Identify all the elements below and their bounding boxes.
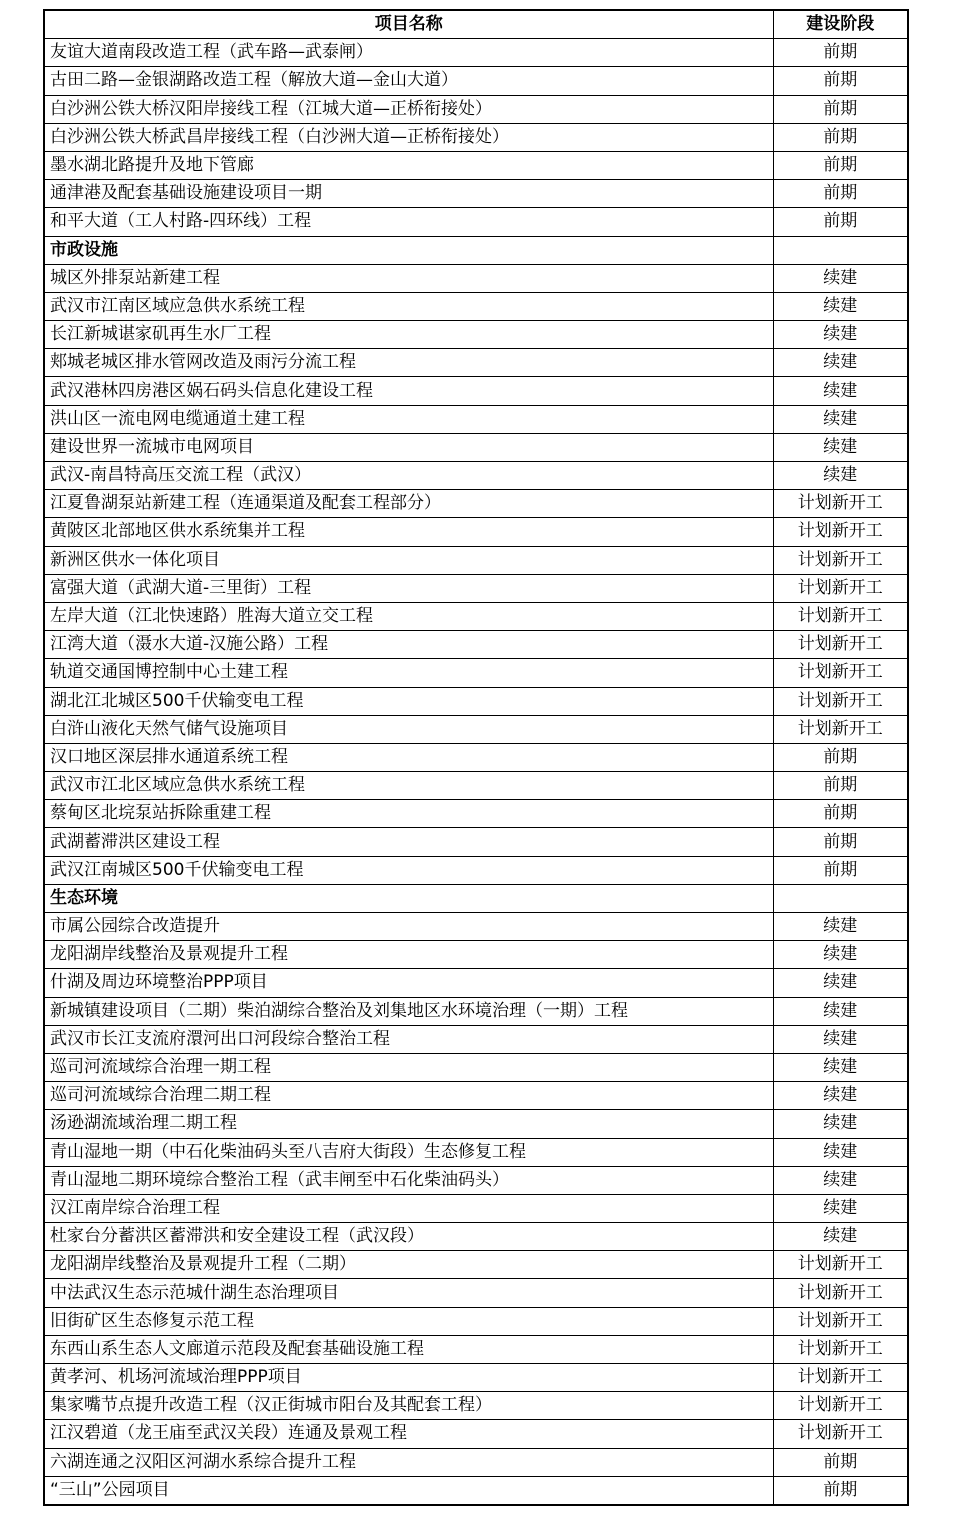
project-name-cell: 富强大道（武湖大道-三里街）工程 [44, 574, 773, 602]
project-name-cell: 巡司河流域综合治理一期工程 [44, 1053, 773, 1081]
project-name-cell: 市属公园综合改造提升 [44, 913, 773, 941]
table-row [44, 1392, 908, 1420]
project-name-cell: 什湖及周边环境整治PPP项目 [44, 969, 773, 997]
table-row [44, 1138, 908, 1166]
table-row [44, 462, 908, 490]
construction-stage-cell: 前期 [773, 151, 908, 179]
project-name-cell: 青山湿地二期环境综合整治工程（武丰闸至中石化柴油码头） [44, 1166, 773, 1194]
table-row [44, 1223, 908, 1251]
table-row [44, 772, 908, 800]
project-name-cell: 新洲区供水一体化项目 [44, 546, 773, 574]
project-name-cell: 通津港及配套基础设施建设项目一期 [44, 180, 773, 208]
construction-stage-cell: 续建 [773, 1138, 908, 1166]
section-heading: 市政设施 [44, 236, 773, 264]
construction-stage-cell: 计划新开工 [773, 602, 908, 630]
construction-stage-cell [773, 884, 908, 912]
construction-stage-cell: 计划新开工 [773, 546, 908, 574]
table-row [44, 659, 908, 687]
project-name-cell: 汉口地区深层排水通道系统工程 [44, 743, 773, 771]
table-row [44, 997, 908, 1025]
table-row [44, 941, 908, 969]
table-row [44, 687, 908, 715]
construction-stage-cell: 续建 [773, 969, 908, 997]
table-row [44, 1476, 908, 1505]
project-name-cell: 湖北江北城区500千伏输变电工程 [44, 687, 773, 715]
section-row [44, 884, 908, 912]
project-name-cell: 巡司河流域综合治理二期工程 [44, 1082, 773, 1110]
project-table [43, 9, 909, 1506]
construction-stage-cell: 前期 [773, 1448, 908, 1476]
construction-stage-cell: 计划新开工 [773, 1251, 908, 1279]
project-name-cell: 六湖连通之汉阳区河湖水系综合提升工程 [44, 1448, 773, 1476]
construction-stage-cell: 前期 [773, 67, 908, 95]
table-row [44, 292, 908, 320]
project-name-cell: 白沙洲公铁大桥武昌岸接线工程（白沙洲大道—正桥衔接处） [44, 123, 773, 151]
table-row [44, 1110, 908, 1138]
table-row [44, 631, 908, 659]
table-row [44, 828, 908, 856]
table-row [44, 1364, 908, 1392]
construction-stage-cell: 续建 [773, 1223, 908, 1251]
construction-stage-cell: 计划新开工 [773, 715, 908, 743]
table-row [44, 1251, 908, 1279]
project-name-cell: 黄陂区北部地区供水系统集并工程 [44, 518, 773, 546]
table-row [44, 546, 908, 574]
construction-stage-cell: 前期 [773, 123, 908, 151]
construction-stage-cell: 计划新开工 [773, 659, 908, 687]
table-row [44, 856, 908, 884]
table-row [44, 602, 908, 630]
column-header-construction-stage: 建设阶段 [773, 10, 908, 39]
construction-stage-cell: 前期 [773, 1476, 908, 1505]
project-name-cell: 墨水湖北路提升及地下管廊 [44, 151, 773, 179]
table-row [44, 1448, 908, 1476]
construction-stage-cell: 计划新开工 [773, 631, 908, 659]
construction-stage-cell: 前期 [773, 800, 908, 828]
construction-stage-cell: 计划新开工 [773, 1392, 908, 1420]
construction-stage-cell: 续建 [773, 1053, 908, 1081]
project-name-cell: 黄孝河、机场河流域治理PPP项目 [44, 1364, 773, 1392]
construction-stage-cell: 前期 [773, 180, 908, 208]
construction-stage-cell: 续建 [773, 264, 908, 292]
construction-stage-cell: 计划新开工 [773, 1307, 908, 1335]
table-row [44, 1025, 908, 1053]
project-name-cell: 杜家台分蓄洪区蓄滞洪和安全建设工程（武汉段） [44, 1223, 773, 1251]
project-name-cell: 江湾大道（滠水大道-汉施公路）工程 [44, 631, 773, 659]
project-name-cell: 武汉市江北区域应急供水系统工程 [44, 772, 773, 800]
construction-stage-cell: 计划新开工 [773, 490, 908, 518]
construction-stage-cell: 前期 [773, 95, 908, 123]
construction-stage-cell: 续建 [773, 1110, 908, 1138]
section-row [44, 236, 908, 264]
table-row [44, 151, 908, 179]
project-name-cell: 武汉港林四房港区娲石码头信息化建设工程 [44, 377, 773, 405]
project-name-cell: 江夏鲁湖泵站新建工程（连通渠道及配套工程部分） [44, 490, 773, 518]
project-name-cell: 龙阳湖岸线整治及景观提升工程（二期） [44, 1251, 773, 1279]
project-name-cell: 白沙洲公铁大桥汉阳岸接线工程（江城大道—正桥衔接处） [44, 95, 773, 123]
header-row [44, 10, 908, 39]
table-row [44, 377, 908, 405]
table-row [44, 743, 908, 771]
table-row [44, 1082, 908, 1110]
table-row [44, 208, 908, 236]
construction-stage-cell: 前期 [773, 856, 908, 884]
construction-stage-cell: 计划新开工 [773, 574, 908, 602]
construction-stage-cell: 续建 [773, 1082, 908, 1110]
construction-stage-cell: 计划新开工 [773, 687, 908, 715]
table-row [44, 1279, 908, 1307]
project-name-cell: 江汉碧道（龙王庙至武汉关段）连通及景观工程 [44, 1420, 773, 1448]
project-name-cell: 武汉市江南区域应急供水系统工程 [44, 292, 773, 320]
project-name-cell: 城区外排泵站新建工程 [44, 264, 773, 292]
construction-stage-cell: 续建 [773, 1025, 908, 1053]
project-name-cell: “三山”公园项目 [44, 1476, 773, 1505]
construction-stage-cell: 计划新开工 [773, 1364, 908, 1392]
project-name-cell: 东西山系生态人文廊道示范段及配套基础设施工程 [44, 1335, 773, 1363]
project-name-cell: 中法武汉生态示范城什湖生态治理项目 [44, 1279, 773, 1307]
table-row [44, 574, 908, 602]
section-heading: 生态环境 [44, 884, 773, 912]
construction-stage-cell: 续建 [773, 1166, 908, 1194]
project-name-cell: 汤逊湖流域治理二期工程 [44, 1110, 773, 1138]
project-name-cell: 古田二路—金银湖路改造工程（解放大道—金山大道） [44, 67, 773, 95]
table-body [44, 39, 908, 1505]
project-name-cell: 左岸大道（江北快速路）胜海大道立交工程 [44, 602, 773, 630]
construction-stage-cell: 前期 [773, 743, 908, 771]
construction-stage-cell: 续建 [773, 913, 908, 941]
project-name-cell: 郏城老城区排水管网改造及雨污分流工程 [44, 349, 773, 377]
project-name-cell: 龙阳湖岸线整治及景观提升工程 [44, 941, 773, 969]
table-row [44, 1194, 908, 1222]
table-row [44, 800, 908, 828]
project-name-cell: 汉江南岸综合治理工程 [44, 1194, 773, 1222]
table-row [44, 433, 908, 461]
project-name-cell: 洪山区一流电网电缆通道土建工程 [44, 405, 773, 433]
construction-stage-cell: 续建 [773, 405, 908, 433]
project-name-cell: 轨道交通国博控制中心土建工程 [44, 659, 773, 687]
table-row [44, 349, 908, 377]
table-row [44, 321, 908, 349]
construction-stage-cell: 续建 [773, 292, 908, 320]
project-name-cell: 新城镇建设项目（二期）柴泊湖综合整治及刘集地区水环境治理（一期）工程 [44, 997, 773, 1025]
table-row [44, 180, 908, 208]
construction-stage-cell: 计划新开工 [773, 518, 908, 546]
table-row [44, 39, 908, 67]
construction-stage-cell: 前期 [773, 39, 908, 67]
project-name-cell: 长江新城谌家矶再生水厂工程 [44, 321, 773, 349]
project-name-cell: 武汉-南昌特高压交流工程（武汉） [44, 462, 773, 490]
project-name-cell: 友谊大道南段改造工程（武车路—武泰闸） [44, 39, 773, 67]
project-name-cell: 白浒山液化天然气储气设施项目 [44, 715, 773, 743]
project-name-cell: 和平大道（工人村路-四环线）工程 [44, 208, 773, 236]
table-row [44, 67, 908, 95]
table-row [44, 1307, 908, 1335]
construction-stage-cell: 续建 [773, 349, 908, 377]
project-name-cell: 旧街矿区生态修复示范工程 [44, 1307, 773, 1335]
project-name-cell: 建设世界一流城市电网项目 [44, 433, 773, 461]
construction-stage-cell [773, 236, 908, 264]
table-row [44, 405, 908, 433]
table-row [44, 264, 908, 292]
table-row [44, 715, 908, 743]
construction-stage-cell: 续建 [773, 462, 908, 490]
construction-stage-cell: 计划新开工 [773, 1335, 908, 1363]
table-row [44, 969, 908, 997]
construction-stage-cell: 前期 [773, 772, 908, 800]
project-name-cell: 武汉市长江支流府澴河出口河段综合整治工程 [44, 1025, 773, 1053]
table-row [44, 913, 908, 941]
construction-stage-cell: 续建 [773, 377, 908, 405]
table-row [44, 490, 908, 518]
project-name-cell: 青山湿地一期（中石化柴油码头至八吉府大街段）生态修复工程 [44, 1138, 773, 1166]
construction-stage-cell: 前期 [773, 208, 908, 236]
construction-stage-cell: 计划新开工 [773, 1420, 908, 1448]
construction-stage-cell: 续建 [773, 1194, 908, 1222]
table-row [44, 1053, 908, 1081]
column-header-project-name: 项目名称 [44, 10, 773, 39]
table-row [44, 1335, 908, 1363]
project-name-cell: 武汉江南城区500千伏输变电工程 [44, 856, 773, 884]
construction-stage-cell: 续建 [773, 433, 908, 461]
project-name-cell: 武湖蓄滞洪区建设工程 [44, 828, 773, 856]
table-row [44, 123, 908, 151]
table-row [44, 518, 908, 546]
construction-stage-cell: 计划新开工 [773, 1279, 908, 1307]
construction-stage-cell: 续建 [773, 941, 908, 969]
construction-stage-cell: 续建 [773, 321, 908, 349]
table-row [44, 1166, 908, 1194]
project-name-cell: 蔡甸区北垸泵站拆除重建工程 [44, 800, 773, 828]
construction-stage-cell: 前期 [773, 828, 908, 856]
table-row [44, 95, 908, 123]
project-name-cell: 集家嘴节点提升改造工程（汉正街城市阳台及其配套工程） [44, 1392, 773, 1420]
table-row [44, 1420, 908, 1448]
construction-stage-cell: 续建 [773, 997, 908, 1025]
